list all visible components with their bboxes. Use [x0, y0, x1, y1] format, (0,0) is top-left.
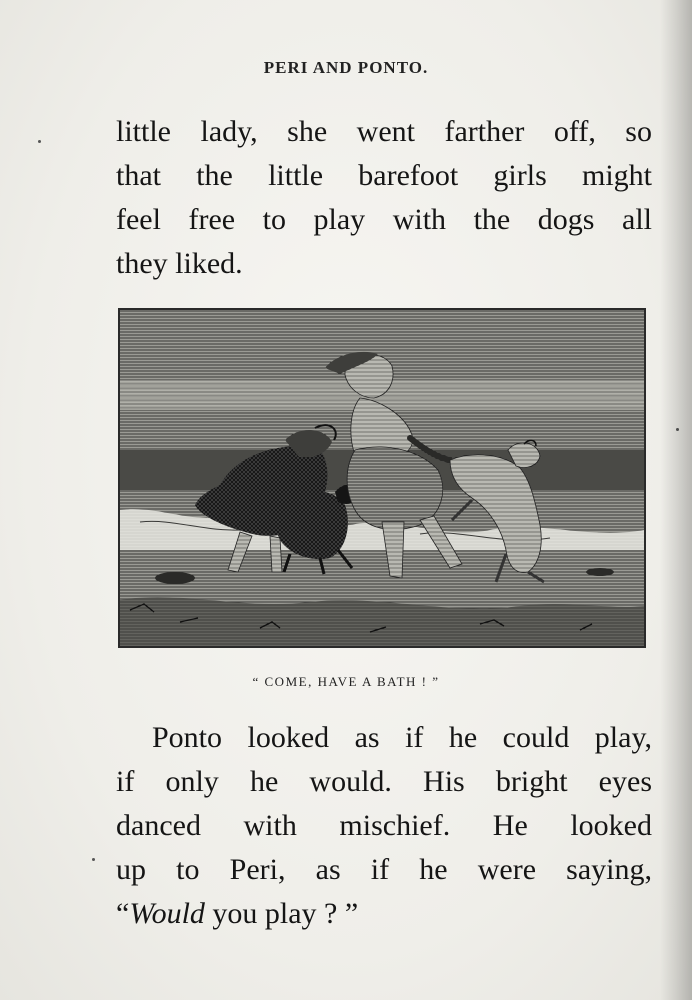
line-rest: you play ? ”: [204, 897, 359, 930]
text-line: up to Peri, as if he were saying,: [116, 853, 652, 886]
text-line: that the little barefoot girls might: [116, 159, 652, 192]
paragraph-bottom: [116, 716, 652, 936]
text-line-last: [116, 892, 652, 936]
paper-speck: [38, 140, 41, 143]
text-line: feel free to play with the dogs all: [116, 203, 652, 236]
text-line: they liked.: [116, 247, 243, 280]
engraving-girls-playing-with-dogs: [120, 310, 644, 646]
paragraph-top: [116, 110, 652, 286]
text-line: if only he would. His bright eyes: [116, 765, 652, 798]
italic-word: Would: [129, 897, 205, 930]
open-quote: “: [116, 897, 130, 930]
page-gutter-shadow: [660, 0, 692, 1000]
text-line: danced with mischief. He looked: [116, 809, 652, 842]
running-title: PERI AND PONTO.: [263, 58, 429, 77]
illustration-caption: “ COME, HAVE A BATH ! ”: [252, 674, 440, 689]
paper-speck: [92, 858, 95, 861]
text-line: Ponto looked as if he could play,: [152, 721, 652, 754]
paper-speck: [676, 428, 679, 431]
engraving-illustration: [118, 308, 646, 648]
text-line: little lady, she went farther off, so: [116, 115, 652, 148]
